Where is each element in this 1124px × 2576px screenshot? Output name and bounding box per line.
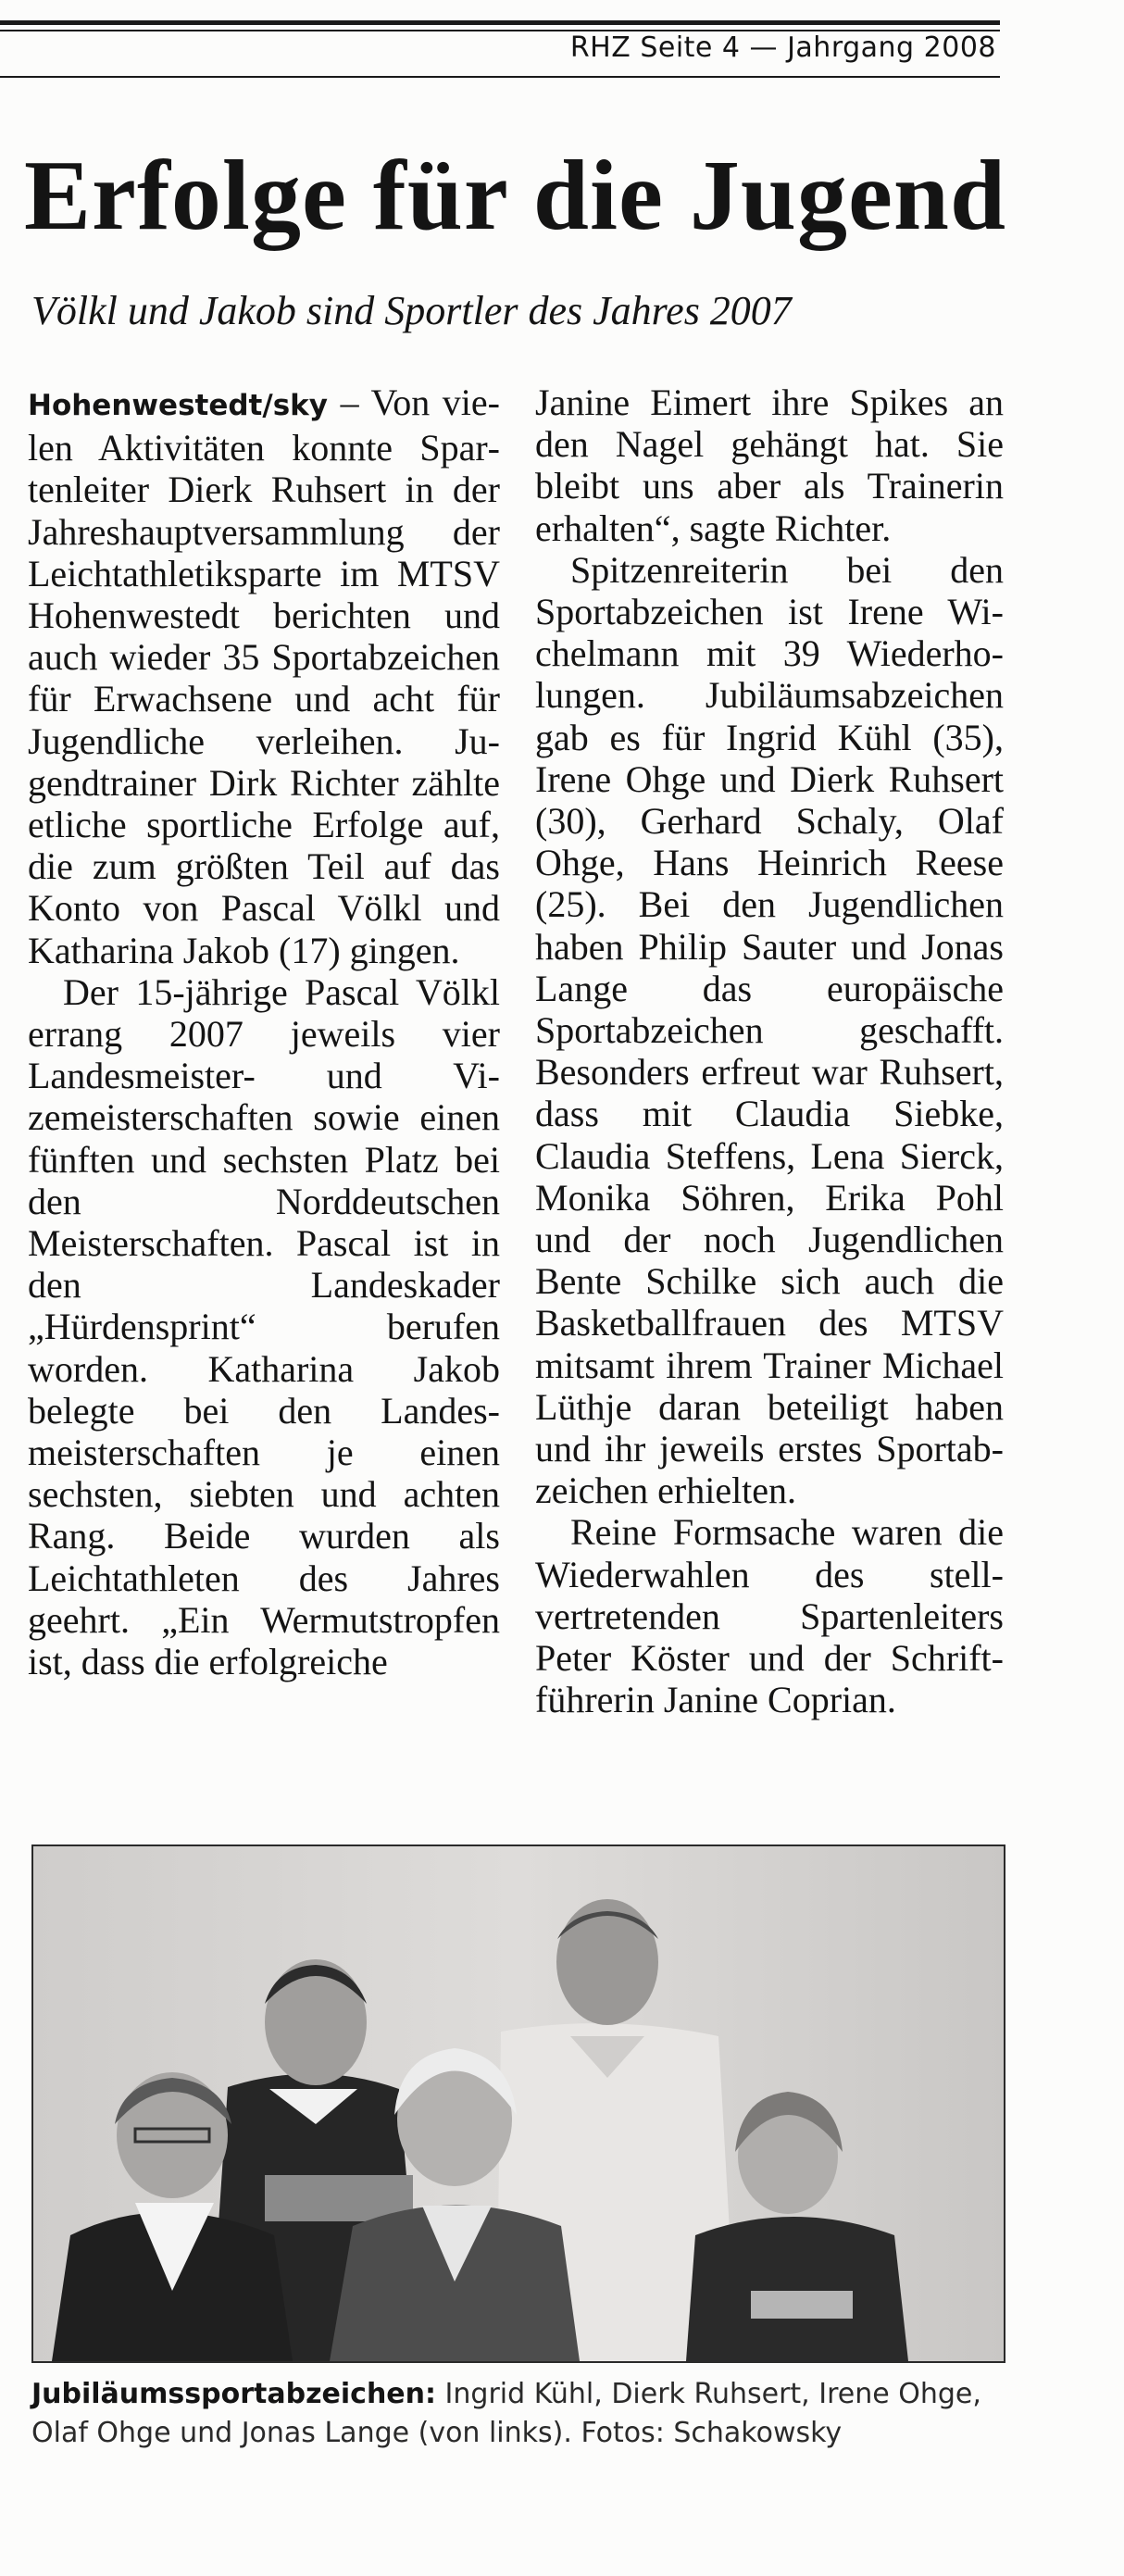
publication-line: RHZ Seite 4 — Jahrgang 2008	[569, 31, 996, 64]
article-paragraph: Reine Formsache waren die Wiederwahlen des stellvertretenden Spartenleiters Peter Köster und der Schriftführerin Janine Coprian.	[535, 1511, 1004, 1721]
photo-caption	[31, 2375, 1013, 2453]
article-paragraph	[28, 381, 500, 971]
article-column-left	[28, 381, 500, 1682]
photo-caption-text: Ingrid Kühl, Dierk Ruhsert, Irene Ohge, Olaf Ohge und Jonas Lange (von links). Fotos: Schakowsky	[31, 2378, 981, 2449]
group-photo-illustration	[33, 1846, 1004, 2361]
header-bottom-rule	[0, 76, 1000, 78]
article-paragraph-text: – Von vielen Aktivitäten konnte Spartenleiter Dierk Ruhsert in der Jahreshauptversammlung der Leichtathletiksparte im MTSV Hohenwestedt berichten und auch wieder 35 Sportabzeichen für Erwachsene und acht für Jugendliche verleihen. Jugendtrainer Dirk Richter zählte etliche sportliche Erfolge auf, die zum größten Teil auf das Konto von Pascal Völkl und Katharina Jakob (17) gingen.	[28, 381, 500, 971]
photo-caption-label: Jubiläumssportabzeichen:	[31, 2378, 437, 2410]
article-paragraph: Janine Eimert ihre Spikes an den Nagel gehängt hat. Sie bleibt uns aber als Trainerin erhalten“, sagte Richter.	[535, 381, 1004, 549]
article-paragraph: Der 15-jährige Pascal Völkl errang 2007 jeweils vier Landesmeister- und Vizemeisterschaften sowie einen fünften und sechsten Platz bei den Norddeutschen Meisterschaften. Pascal ist in den Landeskader „Hürdensprint“ berufen worden. Katharina Jakob belegte bei den Landesmeisterschaften je einen sechsten, siebten und achten Rang. Beide wurden als Leichtathleten des Jahres geehrt. „Ein Wermutstropfen ist, dass die erfolgreiche	[28, 970, 500, 1683]
group-photo	[31, 1844, 1005, 2363]
article-column-right	[535, 381, 1004, 1721]
article-paragraph: Spitzenreiterin bei den Sportabzeichen ist Irene Wichelmann mit 39 Wiederholungen. Jubiläumsabzeichen gab es für Ingrid Kühl (35), Irene Ohge und Dierk Ruhsert (30), Gerhard Schaly, Olaf Ohge, Hans Heinrich Reese (25). Bei den Jugendlichen haben Philip Sauter und Jonas Lange das europäische Sportabzeichen geschafft. Besonders erfreut war Ruhsert, dass mit Claudia Siebke, Claudia Steffens, Lena Sierck, Monika Söhren, Erika Pohl und der noch Jugendlichen Bente Schilke sich auch die Basketballfrauen des MTSV mitsamt ihrem Trainer Michael Lüthje daran beteiligt haben und ihr jeweils erstes Sportabzeichen erhielten.	[535, 548, 1004, 1512]
article-headline: Erfolge für die Jugend	[24, 141, 1007, 251]
article-subheadline: Völkl und Jakob sind Sportler des Jahres 2007	[31, 288, 792, 333]
article-dateline: Hohenwestedt/sky	[28, 389, 328, 422]
